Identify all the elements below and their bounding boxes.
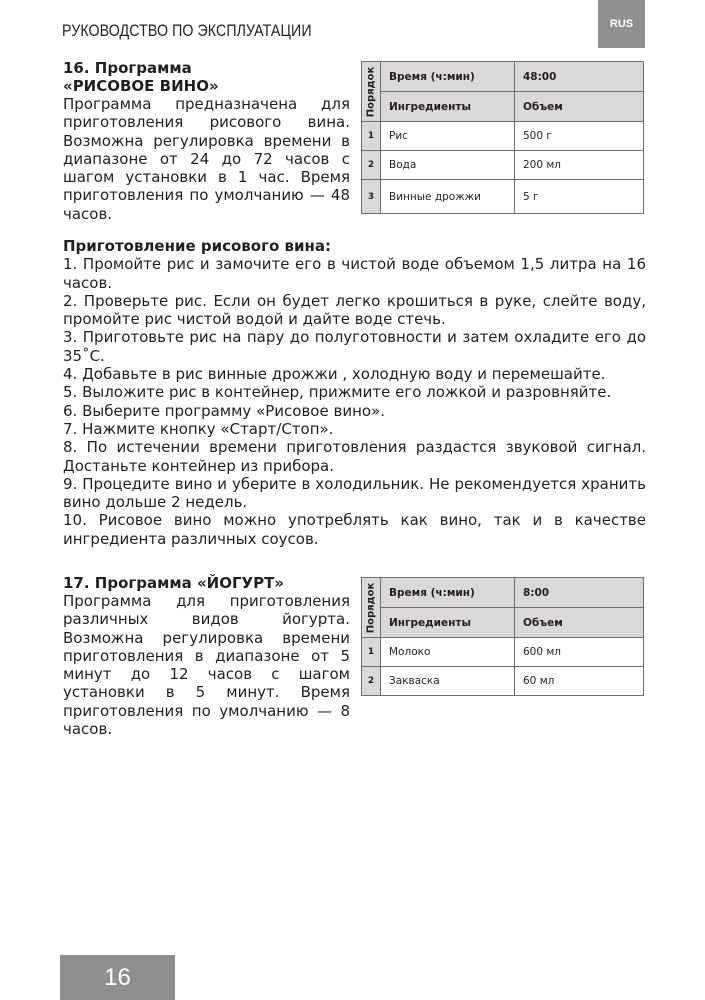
step-item: 9. Процедите вино и уберите в холодильник. Не рекомендуется хранить вино дольше 2 недель. — [63, 474, 646, 512]
section-16-title — [63, 59, 219, 95]
section-16-description: Программа предназначена для приготовления рисового вина. Возможна регулировка времени в диапазоне от 24 до 72 часов с шагом установки в 1 час. Время приготовления по умолчанию — 48 часов. — [63, 95, 350, 223]
section-16-title-line1: 16. Программа — [63, 59, 192, 77]
step-item: 8. По истечении времени приготовления раздастся звуковой сигнал. Достаньте контейнер из прибора. — [63, 438, 646, 475]
ingredient-name: Закваска — [381, 667, 515, 696]
ingredient-amount: 60 мл — [515, 667, 644, 696]
volume-label: Объем — [515, 92, 644, 122]
preparation-steps — [63, 237, 646, 548]
section-17-description: Программа для приготовления различных видов йогурта. Возможна регулировка времени приготовления в диапазоне от 5 минут до 12 часов с шагом установки в 5 минут. Время приготовления по умолчанию — 8 часов. — [63, 592, 350, 739]
ingredient-name: Вода — [381, 151, 515, 180]
step-item: 7. Нажмите кнопку «Старт/Стоп». — [63, 419, 334, 438]
order-header-cell — [362, 578, 381, 638]
row-number: 1 — [362, 638, 381, 667]
step-item: 6. Выберите программу «Рисовое вино». — [63, 401, 386, 420]
row-number: 2 — [362, 667, 381, 696]
section-17-title: 17. Программа «ЙОГУРТ» — [63, 574, 284, 592]
ingredient-name: Молоко — [381, 638, 515, 667]
ingredient-amount: 500 г — [515, 122, 644, 151]
ingredients-label: Ингредиенты — [381, 92, 515, 122]
volume-label: Объем — [515, 608, 644, 638]
row-number: 2 — [362, 151, 381, 180]
ingredient-amount: 600 мл — [515, 638, 644, 667]
row-number: 1 — [362, 122, 381, 151]
row-number: 3 — [362, 180, 381, 214]
step-item: 5. Выложите рис в контейнер, прижмите его ложкой и разровняйте. — [63, 383, 612, 402]
preparation-heading: Приготовление рисового вина: — [63, 237, 331, 255]
language-tab: RUS — [598, 0, 645, 48]
time-label: Время (ч:мин) — [381, 578, 515, 608]
ingredient-name: Винные дрожжи — [381, 180, 515, 214]
page-header-title: РУКОВОДСТВО ПО ЭКСПЛУАТАЦИИ — [62, 22, 312, 40]
page-number: 16 — [60, 955, 175, 1000]
time-label: Время (ч:мин) — [381, 62, 515, 92]
step-item: 3. Приготовьте рис на пару до полуготовности и затем охладите его до 35˚С. — [63, 328, 646, 365]
ingredient-name: Рис — [381, 122, 515, 151]
table-row — [362, 667, 644, 696]
ingredient-amount: 5 г — [515, 180, 644, 214]
table-row — [362, 180, 644, 214]
ingredients-label: Ингредиенты — [381, 608, 515, 638]
order-label: Порядок — [365, 66, 377, 117]
order-label: Порядок — [365, 582, 377, 633]
time-value: 48:00 — [515, 62, 644, 92]
ingredient-amount: 200 мл — [515, 151, 644, 180]
table-row — [362, 122, 644, 151]
section-16-title-line2: «РИСОВОЕ ВИНО» — [63, 77, 219, 95]
time-value: 8:00 — [515, 578, 644, 608]
order-header-cell — [362, 62, 381, 122]
table-row — [362, 638, 644, 667]
step-item: 4. Добавьте в рис винные дрожжи , холодную воду и перемешайте. — [63, 365, 606, 384]
table-row — [362, 151, 644, 180]
rice-wine-table — [361, 61, 644, 214]
step-item: 2. Проверьте рис. Если он будет легко крошиться в руке, слейте воду, промойте рис чистой водой и дайте воде стечь. — [63, 291, 646, 329]
step-item: 10. Рисовое вино можно употреблять как вино, так и в качестве ингредиента различных соусов. — [63, 511, 646, 548]
yogurt-table — [361, 577, 644, 696]
step-item: 1. Промойте рис и замочите его в чистой воде объемом 1,5 литра на 16 часов. — [63, 255, 646, 292]
